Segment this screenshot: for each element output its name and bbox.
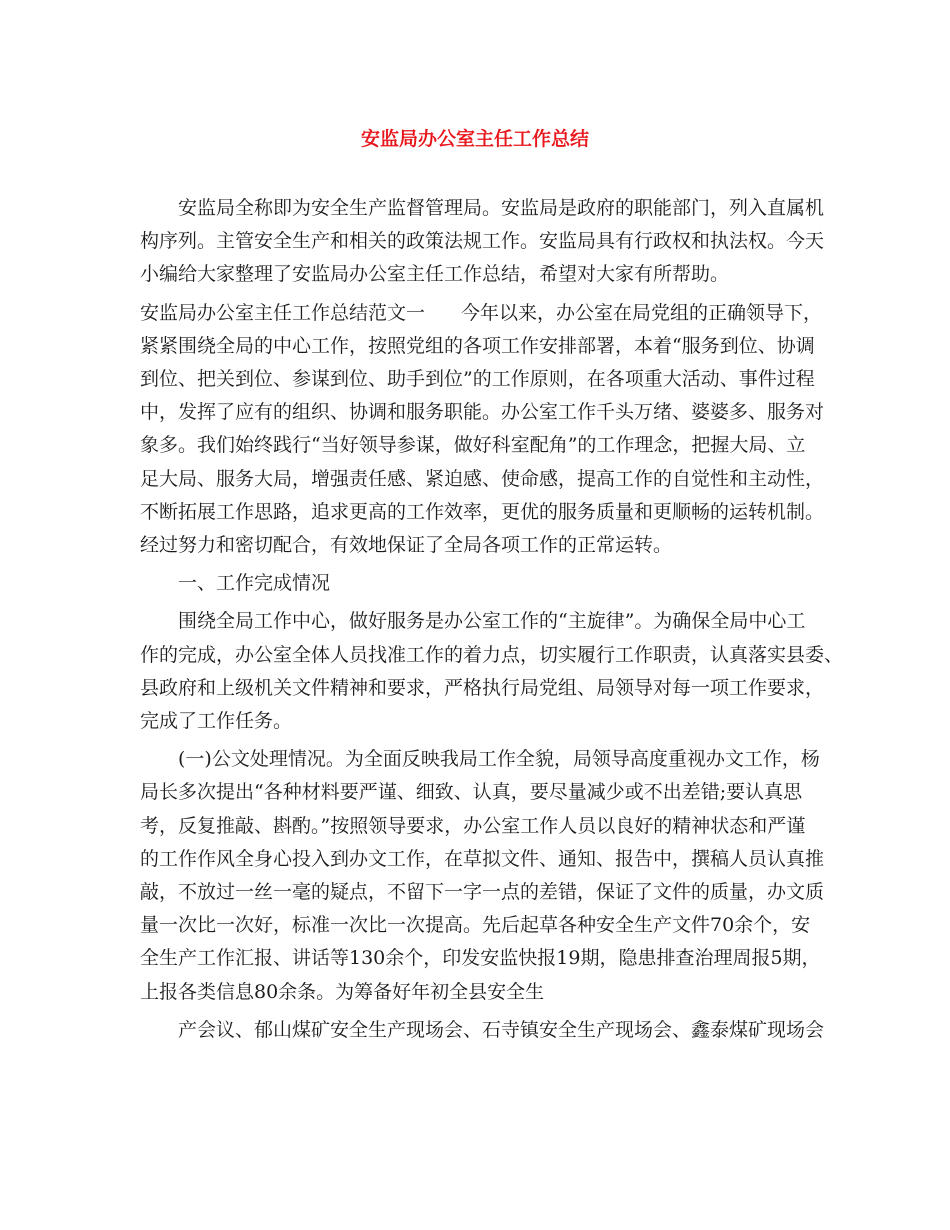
text-line: 围绕全局工作中心，做好服务是办公室工作的“主旋律”。为确保全局中心工: [178, 610, 806, 633]
text-line: 象多。我们始终践行“当好领导参谋，做好科室配角”的工作理念，把握大局、立: [140, 434, 806, 457]
text-line: 足大局、服务大局，增强责任感、紧迫感、使命感，提高工作的自觉性和主动性，: [140, 467, 825, 490]
text-line: [140, 297, 830, 330]
text-line: 县政府和上级机关文件精神和要求，严格执行局党组、局领导对每一项工作要求，: [140, 676, 825, 699]
text-line: 紧紧围绕全局的中心工作，按照党组的各项工作安排部署，本着“服务到位、协调: [140, 334, 815, 357]
text-line: 中，发挥了应有的组织、协调和服务职能。办公室工作千头万绪、婆婆多、服务对: [140, 401, 825, 424]
text-line: 的工作作风全身心投入到办文工作，在草拟文件、通知、报告中，撰稿人员认真推: [140, 847, 825, 870]
text-line: 量一次比一次好，标准一次比一次提高。先后起草各种安全生产文件70余个，安: [140, 914, 811, 937]
intro-paragraph: [140, 192, 830, 292]
text-line: 小编给大家整理了安监局办公室主任工作总结，希望对大家有所帮助。: [140, 263, 730, 286]
text-line: 上报各类信息80余条。为筹备好年初全县安全生: [140, 980, 545, 1003]
text-line: 局长多次提出“各种材料要严谨、细致、认真，要尽量减少或不出差错;要认真思: [140, 781, 803, 804]
text-line: (一)公文处理情况。为全面反映我局工作全貌，局领导高度重视办文工作，杨: [178, 748, 820, 771]
sample-heading: 安监局办公室主任工作总结范文一: [140, 301, 426, 324]
document-title: 安监局办公室主任工作总结: [360, 128, 589, 150]
text-line: 构序列。主管安全生产和相关的政策法规工作。安监局具有行政权和执法权。今天: [140, 230, 825, 253]
subsection-paragraph: [140, 743, 830, 1009]
section-heading: 一、工作完成情况: [178, 572, 331, 595]
section-paragraph: [140, 605, 844, 738]
document-body: [140, 192, 844, 1047]
text-line: 产会议、郁山煤矿安全生产现场会、石寺镇安全生产现场会、鑫泰煤矿现场会: [178, 1018, 825, 1041]
text-line: 完成了工作任务。: [140, 710, 293, 733]
section-heading-paragraph: [140, 567, 830, 600]
continuation-paragraph: [140, 1014, 830, 1047]
text-line: 经过努力和密切配合，有效地保证了全局各项工作的正常运转。: [140, 534, 673, 557]
text-line: 敲，不放过一丝一毫的疑点，不留下一字一点的差错，保证了文件的质量，办文质: [140, 881, 825, 904]
text-line: 到位、把关到位、参谋到位、助手到位”的工作原则，在各项重大活动、事件过程: [140, 368, 815, 391]
text-line: 作的完成，办公室全体人员找准工作的着力点，切实履行工作职责，认真落实县委、: [140, 643, 844, 666]
text-line: 全生产工作汇报、讲话等130余个，印发安监快报19期，隐患排查治理周报5期，: [140, 947, 821, 970]
text-line: 不断拓展工作思路，追求更高的工作效率，更优的服务质量和更顺畅的运转机制。: [140, 500, 825, 523]
sample-first-line: 今年以来，办公室在局党组的正确领导下，: [461, 301, 823, 324]
text-line: 考，反复推敲、斟酌。”按照领导要求，办公室工作人员以良好的精神状态和严谨: [140, 814, 806, 837]
text-line: 安监局全称即为安全生产监督管理局。安监局是政府的职能部门，列入直属机: [178, 197, 825, 219]
sample-paragraph: [140, 297, 830, 563]
